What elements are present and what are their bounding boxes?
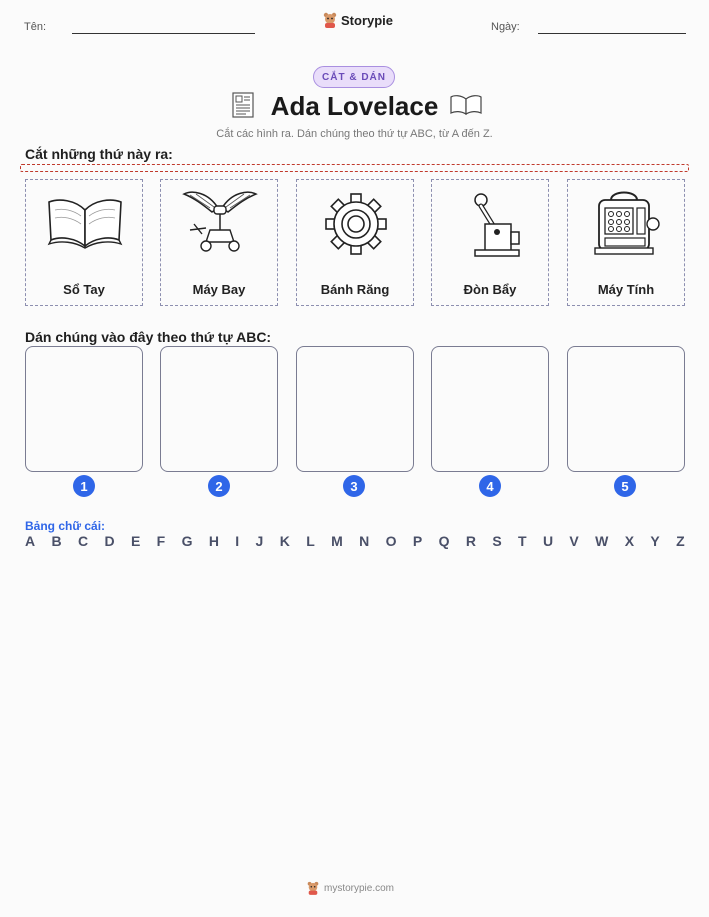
cutout-card[interactable] bbox=[25, 179, 143, 306]
paste-heading: Dán chúng vào đây theo thứ tự ABC: bbox=[25, 329, 272, 345]
slot-number-badge: 1 bbox=[73, 475, 95, 497]
card-label: Đòn Bẩy bbox=[463, 282, 517, 297]
alphabet-letter: B bbox=[51, 533, 62, 549]
date-label: Ngày: bbox=[491, 21, 520, 33]
name-line[interactable] bbox=[72, 33, 255, 34]
alphabet-letter: M bbox=[331, 533, 343, 549]
alphabet-strip bbox=[25, 533, 685, 549]
bear-mascot-icon bbox=[323, 12, 337, 28]
alphabet-letter: I bbox=[235, 533, 240, 549]
slot-number-badge: 3 bbox=[343, 475, 365, 497]
cutout-card[interactable] bbox=[296, 179, 414, 306]
alphabet-letter: G bbox=[181, 533, 193, 549]
alphabet-letter: W bbox=[595, 533, 609, 549]
card-label: Máy Tính bbox=[597, 282, 655, 297]
alphabet-letter: Y bbox=[650, 533, 660, 549]
cutout-card[interactable] bbox=[160, 179, 278, 306]
alphabet-letter: A bbox=[25, 533, 36, 549]
slot-number-badge: 4 bbox=[479, 475, 501, 497]
bear-mascot-icon bbox=[307, 881, 319, 895]
alphabet-letter: N bbox=[359, 533, 370, 549]
alphabet-letter: P bbox=[412, 533, 423, 549]
alphabet-letter: O bbox=[385, 533, 397, 549]
paste-slot[interactable] bbox=[296, 346, 414, 472]
alphabet-letter: U bbox=[542, 533, 554, 549]
cut-heading: Cắt những thứ này ra: bbox=[25, 146, 173, 162]
alphabet-letter: X bbox=[624, 533, 635, 549]
paste-slot[interactable] bbox=[431, 346, 549, 472]
cutout-card[interactable] bbox=[567, 179, 685, 306]
notebook-icon bbox=[45, 186, 125, 266]
paste-slot[interactable] bbox=[25, 346, 143, 472]
computer-icon bbox=[587, 186, 667, 266]
alphabet-letter: R bbox=[465, 533, 476, 549]
brand-name: Storypie bbox=[341, 12, 394, 28]
alphabet-letter: K bbox=[279, 533, 290, 549]
flying-machine-icon bbox=[180, 186, 260, 266]
alphabet-letter: L bbox=[306, 533, 315, 549]
brand-logo bbox=[323, 12, 393, 28]
card-label: Sổ Tay bbox=[63, 282, 105, 297]
alphabet-letter: T bbox=[518, 533, 527, 549]
slot-number-badge: 2 bbox=[208, 475, 230, 497]
alphabet-letter: S bbox=[492, 533, 502, 549]
alphabet-letter: H bbox=[208, 533, 219, 549]
page-title: Ada Lovelace bbox=[270, 91, 439, 121]
instructions: Cắt các hình ra. Dán chúng theo thứ tự ABC, từ A đến Z. bbox=[216, 128, 493, 140]
open-book-icon bbox=[449, 94, 483, 116]
alphabet-letter: Z bbox=[676, 533, 685, 549]
alphabet-heading: Bảng chữ cái: bbox=[25, 519, 106, 533]
alphabet-letter: F bbox=[156, 533, 166, 549]
paste-slot[interactable] bbox=[567, 346, 685, 472]
date-line[interactable] bbox=[538, 33, 686, 34]
alphabet-letter: C bbox=[77, 533, 89, 549]
lever-icon bbox=[451, 186, 531, 266]
slot-number-badge: 5 bbox=[614, 475, 636, 497]
alphabet-letter: J bbox=[255, 533, 264, 549]
alphabet-letter: E bbox=[130, 533, 141, 549]
alphabet-letter: V bbox=[569, 533, 579, 549]
gear-icon bbox=[316, 186, 396, 266]
alphabet-letter: D bbox=[104, 533, 115, 549]
card-label: Bánh Răng bbox=[320, 282, 390, 297]
alphabet-letter: Q bbox=[438, 533, 450, 549]
footer-url[interactable]: mystorypie.com bbox=[324, 882, 395, 894]
card-label: Máy Bay bbox=[192, 282, 246, 297]
footer bbox=[307, 881, 394, 895]
cutout-card[interactable] bbox=[431, 179, 549, 306]
paste-slot[interactable] bbox=[160, 346, 278, 472]
activity-tag: CẮT & DÁN bbox=[313, 66, 395, 88]
cut-line bbox=[20, 164, 689, 172]
name-label: Tên: bbox=[24, 21, 47, 33]
